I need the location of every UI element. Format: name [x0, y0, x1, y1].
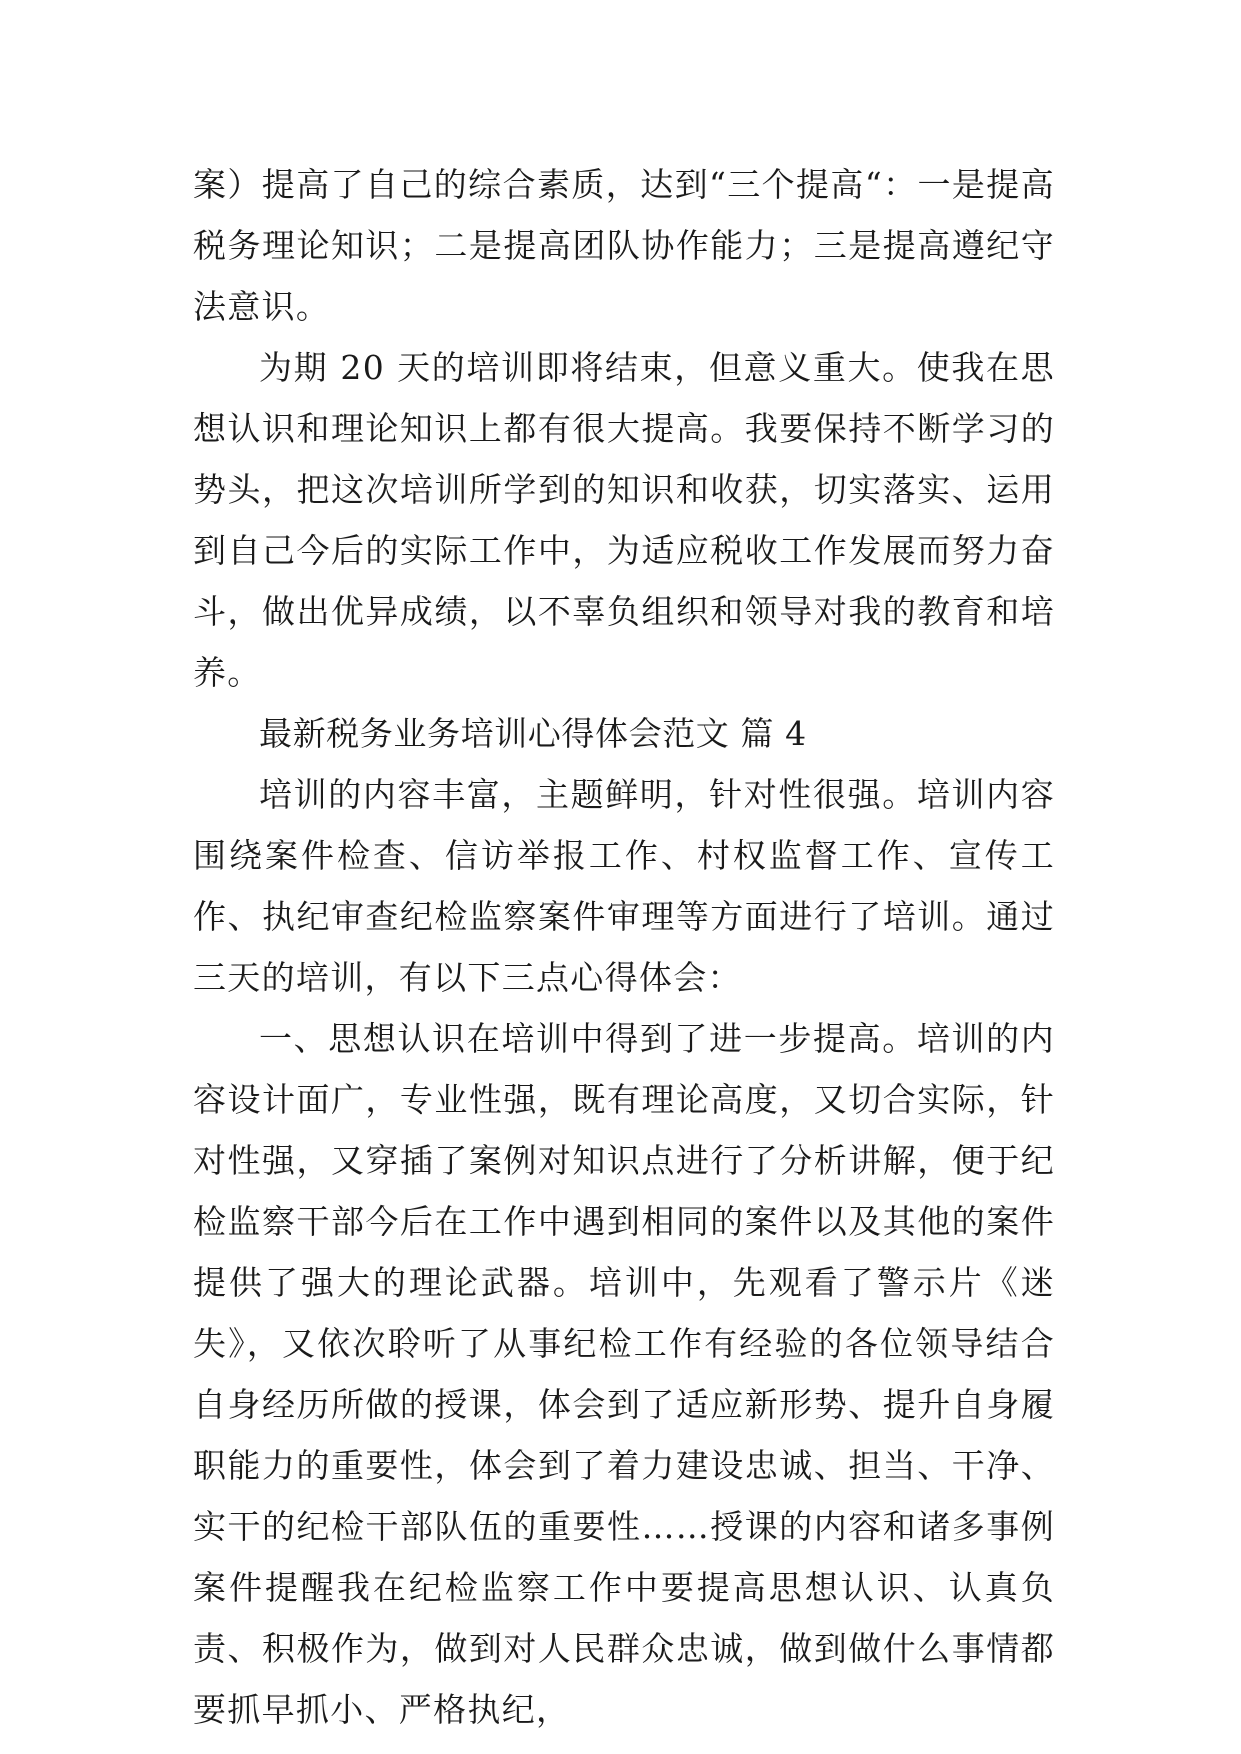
paragraph-training-summary: 为期 20 天的培训即将结束，但意义重大。使我在思想认识和理论知识上都有很大提高。我要保持不断学习的势头，把这次培训所学到的知识和收获，切实落实、运用到自己今后的实际工作中，为适应税收工作发展而努力奋斗，做出优异成绩，以不辜负组织和领导对我的教育和培养。 — [193, 348, 1055, 692]
paragraph-training-content: 培训的内容丰富，主题鲜明，针对性很强。培训内容围绕案件检查、信访举报工作、村权监督工作、宣传工作、执纪审查纪检监察案件审理等方面进行了培训。通过三天的培训，有以下三点心得体会： — [193, 775, 1055, 997]
paragraph-continuation: 案）提高了自己的综合素质，达到“三个提高“：一是提高税务理论知识；二是提高团队协作能力；三是提高遵纪守法意识。 — [193, 165, 1055, 326]
document-body — [193, 154, 1055, 1740]
paragraph-point-one: 一、思想认识在培训中得到了进一步提高。培训的内容设计面广，专业性强，既有理论高度，又切合实际，针对性强，又穿插了案例对知识点进行了分析讲解，便于纪检监察干部今后在工作中遇到相同的案件以及其他的案件提供了强大的理论武器。培训中，先观看了警示片《迷失》，又依次聆听了从事纪检工作有经验的各位领导结合自身经历所做的授课，体会到了适应新形势、提升自身履职能力的重要性，体会到了着力建设忠诚、担当、干净、实干的纪检干部队伍的重要性……授课的内容和诸多事例案件提醒我在纪检监察工作中要提高思想认识、认真负责、积极作为，做到对人民群众忠诚，做到做什么事情都要抓早抓小、严格执纪， — [193, 1019, 1055, 1729]
section-heading: 最新税务业务培训心得体会范文 篇 4 — [259, 714, 807, 753]
